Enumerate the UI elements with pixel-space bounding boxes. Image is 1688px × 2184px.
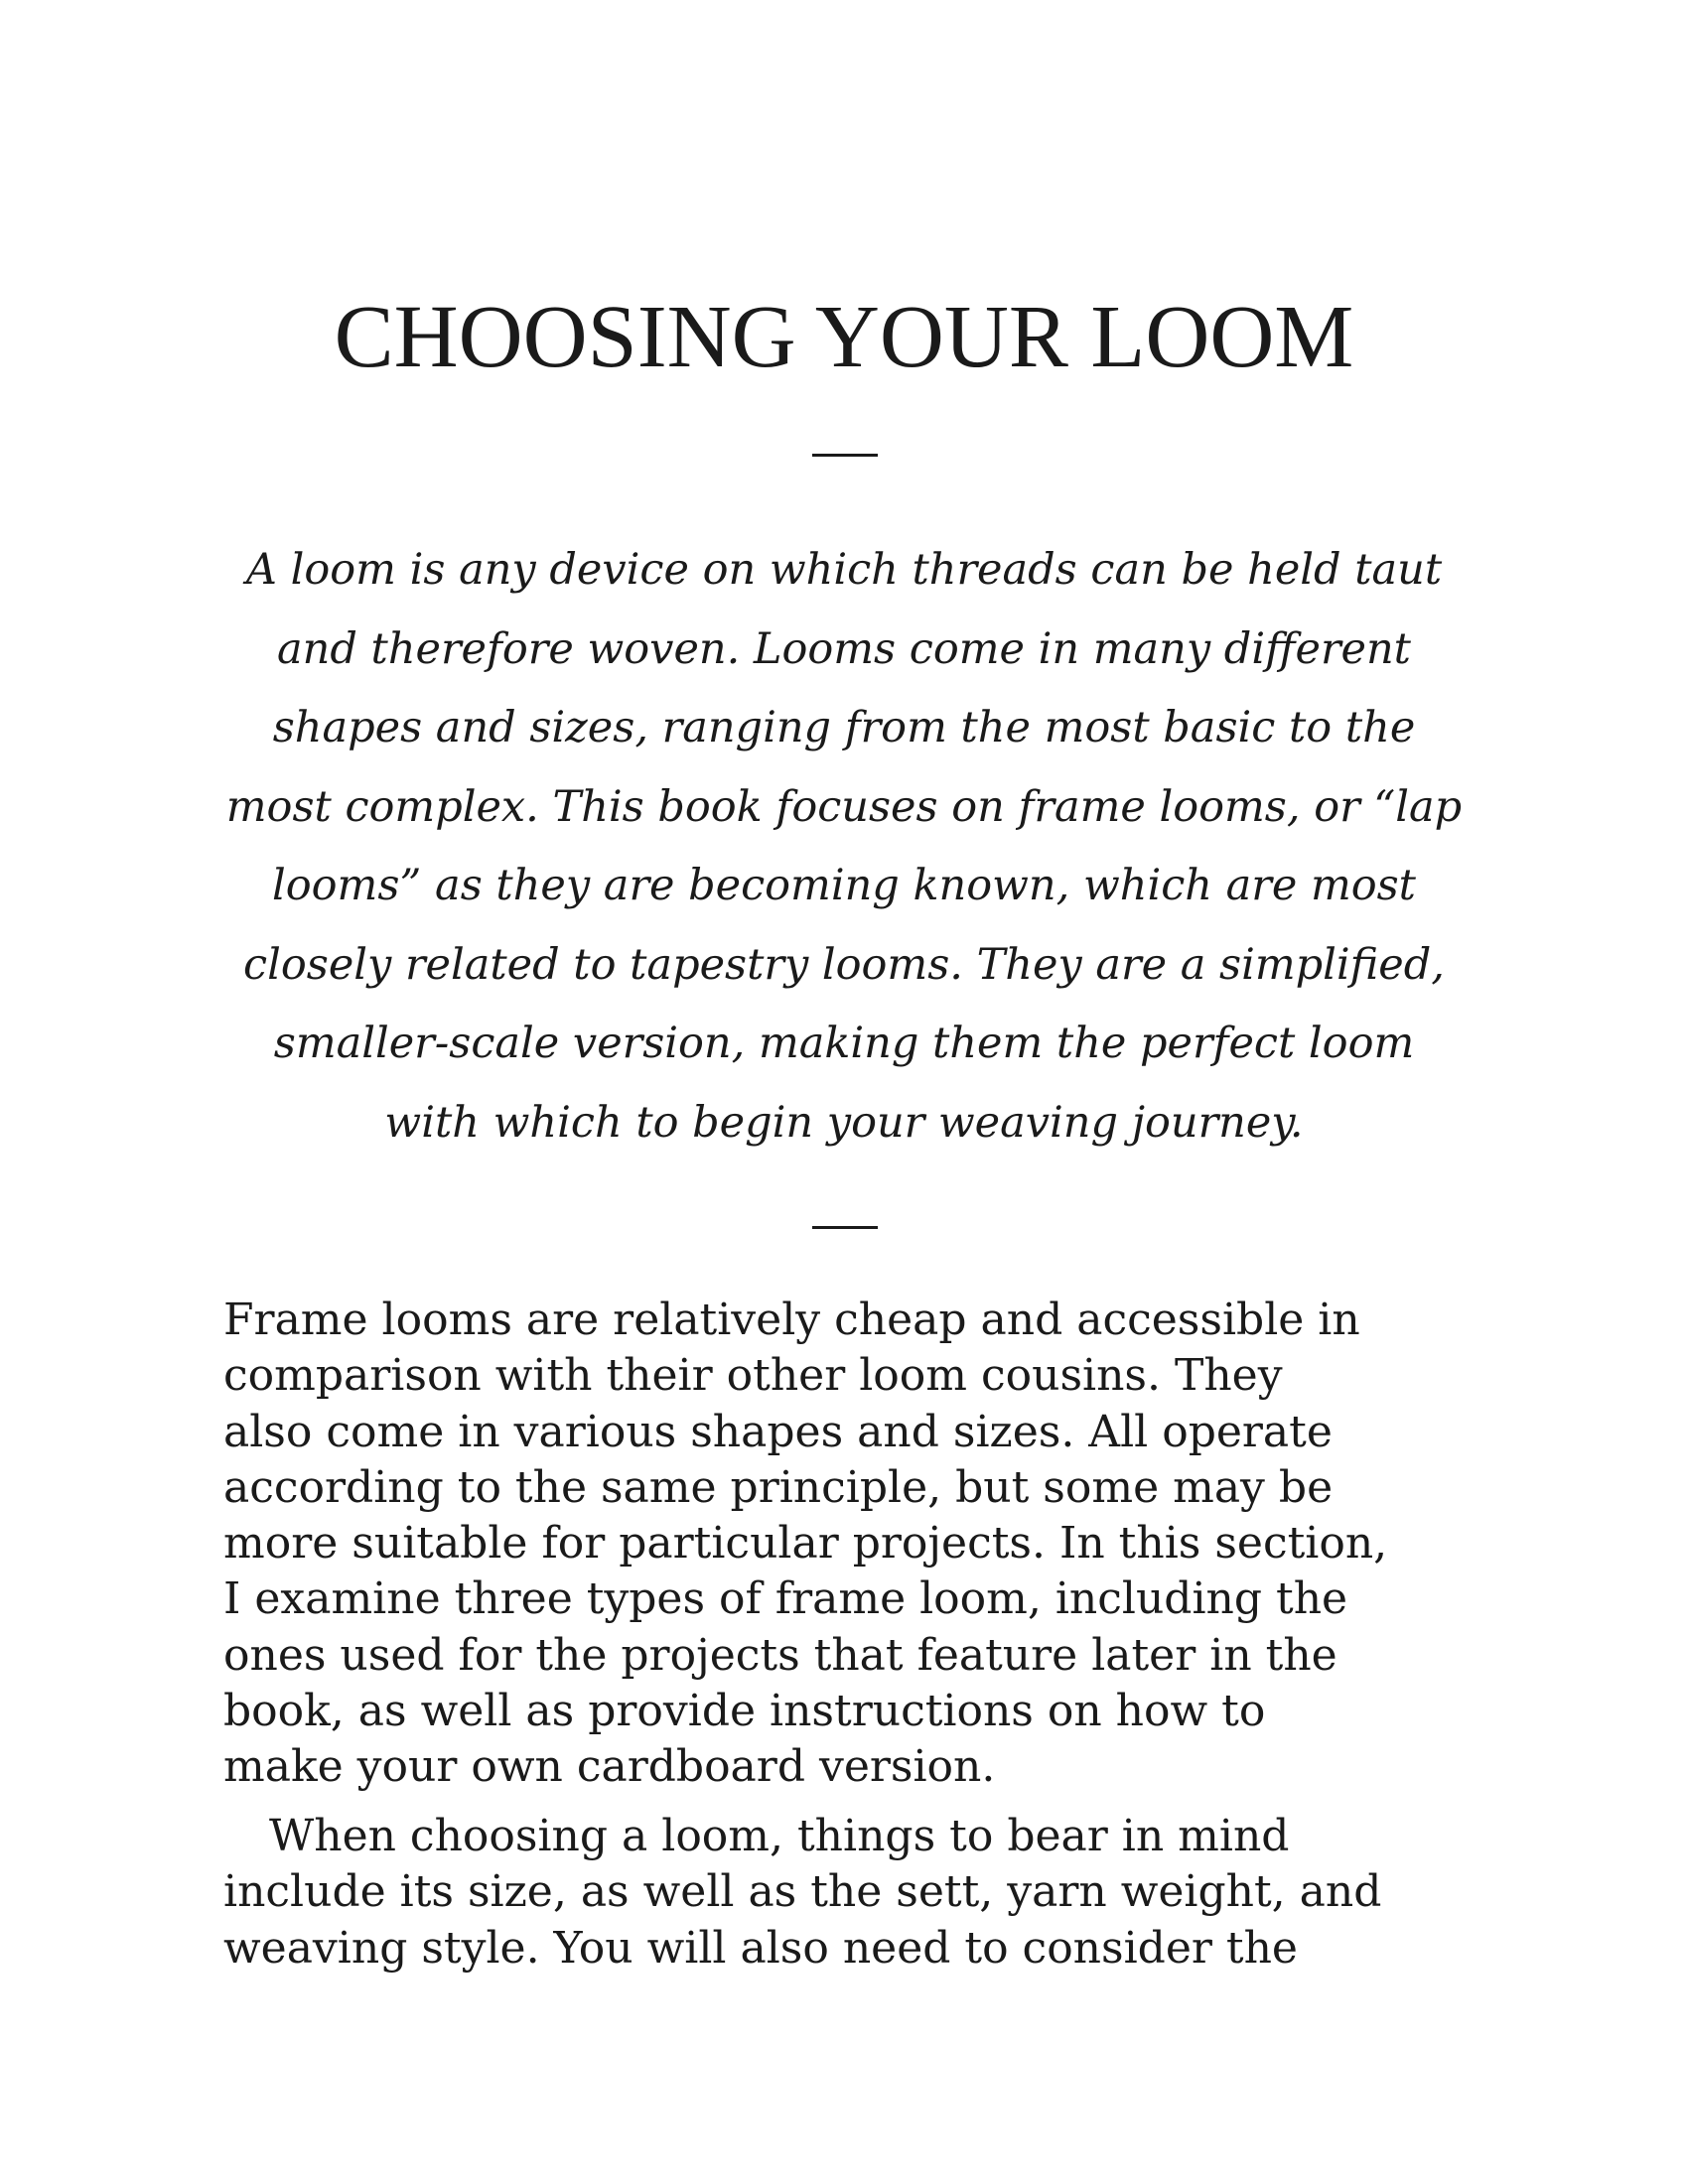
body-line: book, as well as provide instructions on how to [223, 1686, 1266, 1737]
body-line: also come in various shapes and sizes. All operate [223, 1406, 1333, 1457]
intro-paragraph [209, 531, 1479, 1162]
intro-line: A loom is any device on which threads can be held taut [245, 545, 1443, 595]
body-line: more suitable for particular projects. In this section, [223, 1518, 1388, 1570]
body-line: weaving style. You will also need to consider the [223, 1922, 1298, 1974]
intro-line: smaller-scale version, making them the perfect loom [273, 1019, 1415, 1068]
intro-line: and therefore woven. Looms come in many different [277, 623, 1411, 674]
intro-line: with which to begin your weaving journey. [384, 1097, 1304, 1148]
intro-line: shapes and sizes, ranging from the most basic to the [272, 703, 1416, 752]
body-line: I examine three types of frame loom, including the [223, 1573, 1348, 1625]
intro-line: most complex. This book focuses on frame looms, or “lap [225, 781, 1463, 832]
intro-line: closely related to tapestry looms. They are a simplified, [243, 939, 1445, 990]
body-line: make your own cardboard version. [223, 1741, 996, 1793]
intro-divider [812, 1226, 878, 1229]
body-line: When choosing a loom, things to bear in mind [269, 1811, 1290, 1861]
body-line: according to the same principle, but some may be [223, 1461, 1334, 1513]
page-title: CHOOSING YOUR LOOM [334, 288, 1354, 386]
body-paragraph-2 [223, 1809, 1475, 1977]
intro-line: looms” as they are becoming known, which are most [272, 861, 1416, 910]
body-line: include its size, as well as the sett, yarn weight, and [223, 1866, 1382, 1918]
body-line: comparison with their other loom cousins. They [223, 1350, 1283, 1402]
body-line: Frame looms are relatively cheap and accessible in [223, 1295, 1360, 1345]
body-paragraph-1 [223, 1293, 1475, 1796]
body-line: ones used for the projects that feature later in the [223, 1629, 1337, 1681]
title-divider [812, 454, 878, 457]
